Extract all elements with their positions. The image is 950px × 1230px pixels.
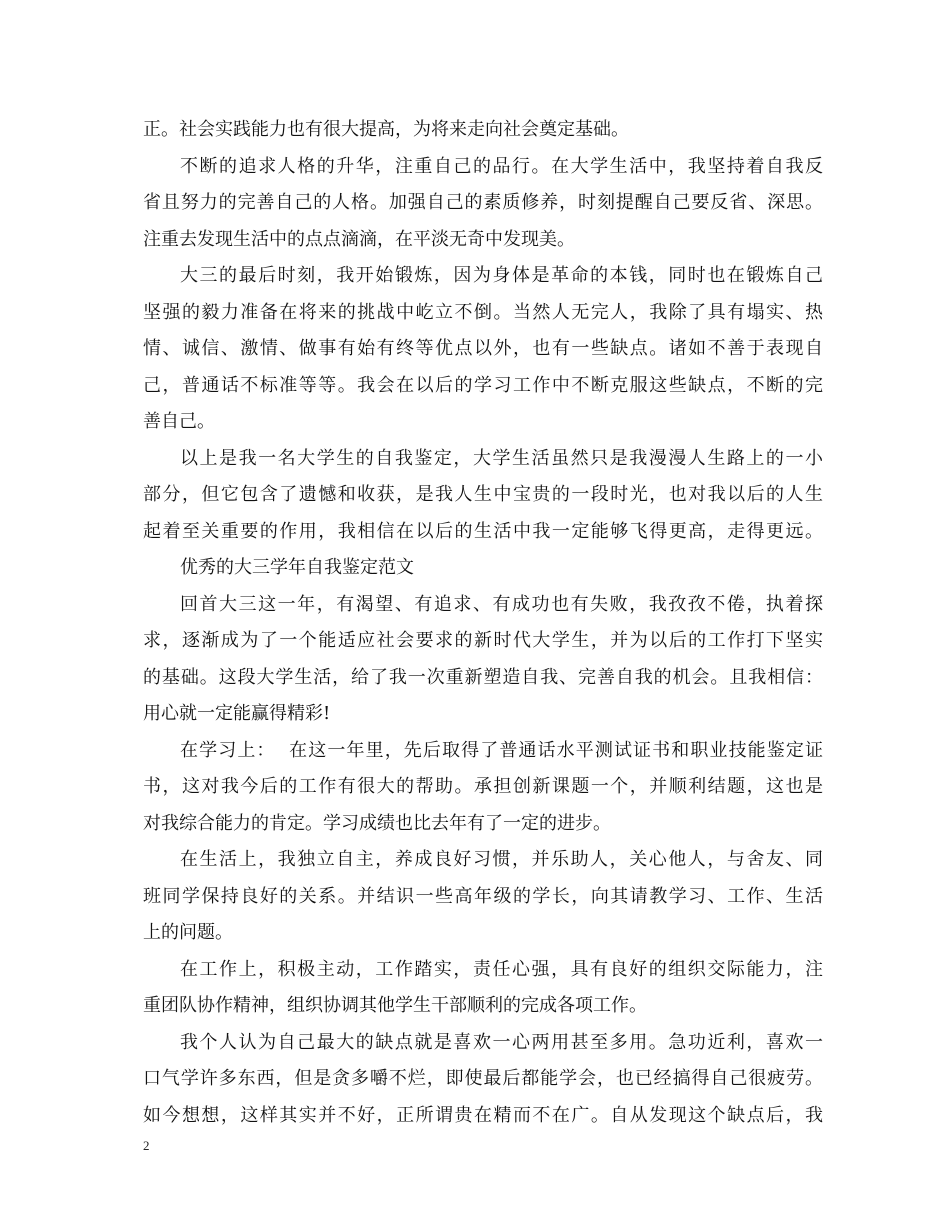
text-line: 不断的追求人格的升华，注重自己的品行。在大学生活中，我坚持着自我反: [180, 155, 823, 177]
text-line: 的基础。这段大学生活，给了我一次重新塑造自我、完善自我的机会。且我相信：: [143, 666, 823, 688]
text-line: 善自己。: [143, 411, 215, 432]
text-line: 情、诚信、激情、做事有始有终等优点以外，也有一些缺点。诸如不善于表现自: [143, 338, 823, 359]
text-line: 坚强的毅力准备在将来的挑战中屹立不倒。当然人无完人，我除了具有塌实、热: [143, 301, 823, 323]
text-line: 重团队协作精神，组织协调其他学生干部顺利的完成各项工作。: [143, 995, 647, 1016]
section-heading: 优秀的大三学年自我鉴定范文: [180, 557, 414, 578]
text-line: 在工作上，积极主动，工作踏实，责任心强，具有良好的组织交际能力，注: [180, 958, 823, 980]
text-line: 注重去发现生活中的点点滴滴，在平淡无奇中发现美。: [143, 228, 575, 250]
text-line: 省且努力的完善自己的人格。加强自己的素质修养，时刻提醒自己要反省、深思。: [143, 192, 823, 213]
text-line: 起着至关重要的作用，我相信在以后的生活中我一定能够飞得更高，走得更远。: [143, 520, 823, 542]
text-line: 在生活上，我独立自主，养成良好习惯，并乐助人，关心他人，与舍友、同: [180, 849, 823, 870]
text-line: 回首大三这一年，有渴望、有追求、有成功也有失败，我孜孜不倦，执着探: [180, 593, 823, 615]
text-line: 己，普通话不标准等等。我会在以后的学习工作中不断克服这些缺点，不断的完: [143, 374, 823, 396]
page-number: 2: [143, 1138, 150, 1153]
text-line: 口气学许多东西，但是贪多嚼不烂，即使最后都能学会，也已经搞得自己很疲劳。: [143, 1068, 823, 1089]
text-line: 用心就一定能赢得精彩!: [143, 703, 331, 724]
text-line: 以上是我一名大学生的自我鉴定，大学生活虽然只是我漫漫人生路上的一小: [180, 447, 823, 469]
text-line: 我个人认为自己最大的缺点就是喜欢一心两用甚至多用。急功近利，喜欢一: [180, 1031, 823, 1053]
text-line: 大三的最后时刻，我开始锻炼，因为身体是革命的本钱，同时也在锻炼自己: [180, 265, 823, 286]
text-line: 上的问题。: [143, 922, 233, 943]
text-line: 如今想想，这样其实并不好，正所谓贵在精而不在广。自从发现这个缺点后，我: [143, 1104, 823, 1126]
text-line: 在学习上： 在这一年里，先后取得了普通话水平测试证书和职业技能鉴定证: [180, 739, 823, 761]
document-body: [143, 112, 823, 1134]
text-line: 正。社会实践能力也有很大提高，为将来走向社会奠定基础。: [143, 119, 629, 140]
text-line: 部分，但它包含了遗憾和收获，是我人生中宝贵的一段时光，也对我以后的人生: [143, 484, 823, 505]
text-line: 求，逐渐成为了一个能适应社会要求的新时代大学生，并为以后的工作打下坚实: [143, 630, 823, 651]
text-line: 对我综合能力的肯定。学习成绩也比去年有了一定的进步。: [143, 812, 611, 834]
text-line: 书，这对我今后的工作有很大的帮助。承担创新课题一个，并顺利结题，这也是: [143, 776, 823, 797]
text-line: 班同学保持良好的关系。并结识一些高年级的学长，向其请教学习、工作、生活: [143, 885, 823, 907]
